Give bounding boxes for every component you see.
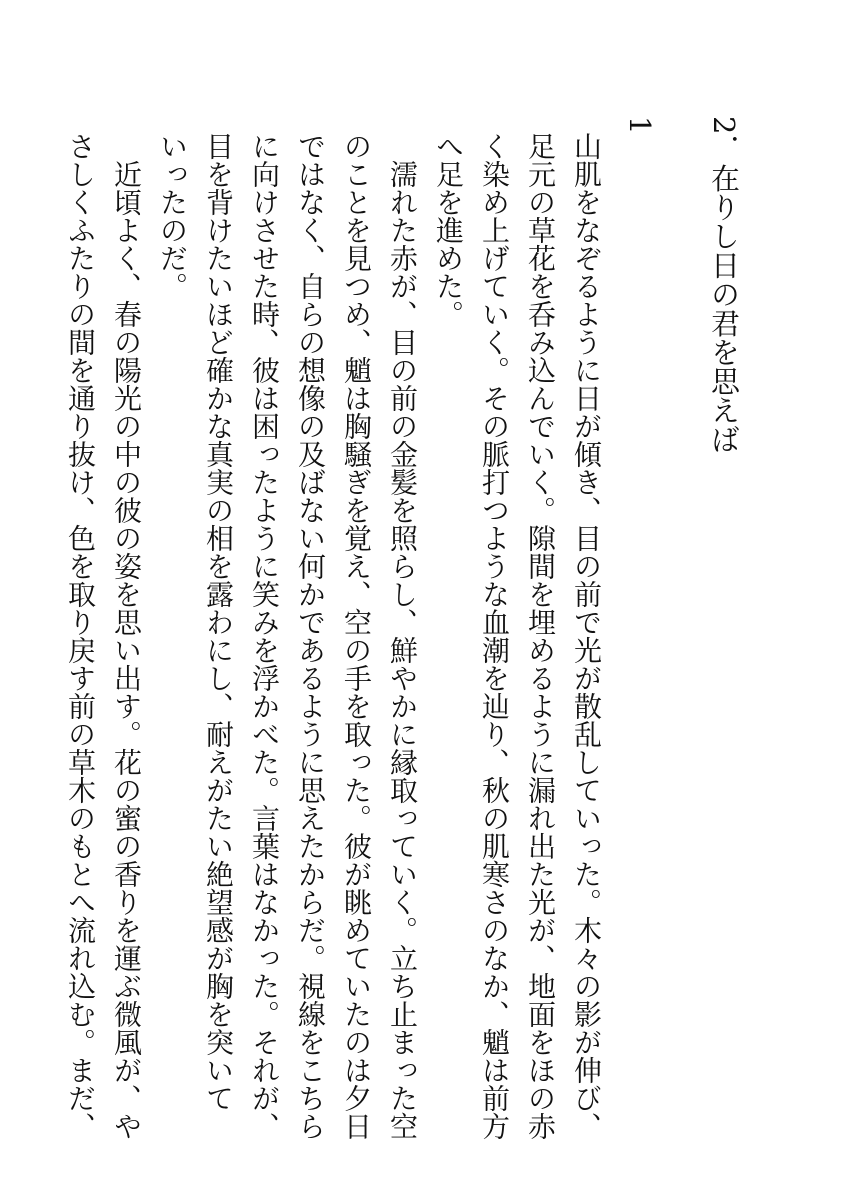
body-line-text: ではなく、自らの想像の及ばない何かであるように思えたからだ。視線をこちら — [294, 132, 327, 1140]
body-line-text: さしくふたりの間を通り抜け、色を取り戻す前の草木のもとへ流れ込む。まだ、 — [64, 132, 97, 1140]
body-line-text: 足元の草花を呑み込んでいく。隙間を埋めるように漏れ出た光が、地面をほの赤 — [524, 132, 557, 1140]
body-line-9 — [195, 132, 241, 1112]
body-line-3 — [471, 132, 517, 1140]
body-line-7 — [287, 132, 333, 1140]
body-line-2 — [517, 132, 563, 1140]
body-line-4 — [425, 132, 471, 328]
body-line-text: いったのだ。 — [156, 132, 189, 300]
body-line-text: へ足を進めた。 — [432, 132, 465, 328]
body-line-text: に向けさせた時、彼は困ったように笑みを浮かべた。言葉はなかった。それが、 — [248, 132, 281, 1140]
body-line-10 — [149, 132, 195, 300]
body-line-text: 濡れた赤が、目の前の金髪を照らし、鮮やかに縁取っていく。立ち止まった空 — [386, 132, 419, 1140]
body-line-11 — [103, 132, 149, 1140]
section-number — [617, 116, 663, 134]
body-line-text: のことを見つめ、魈は胸騒ぎを覚え、空の手を取った。彼が眺めていたのは夕日 — [340, 132, 373, 1140]
chapter-title — [701, 116, 747, 453]
body-line-12 — [57, 132, 103, 1140]
body-line-8 — [241, 132, 287, 1140]
body-line-text: 山肌をなぞるように日が傾き、目の前で光が散乱していった。木々の影が伸び、 — [570, 132, 603, 1140]
body-line-5 — [379, 132, 425, 1140]
body-line-text: く染め上げていく。その脈打つような血潮を辿り、秋の肌寒さのなか、魈は前方 — [478, 132, 511, 1140]
body-line-text: 目を背けたいほど確かな真実の相を露わにし、耐えがたい絶望感が胸を突いて — [202, 132, 235, 1112]
body-line-1 — [563, 132, 609, 1140]
section-number-text: 1 — [623, 116, 657, 135]
chapter-title-text: 2．在りし日の君を思えば — [707, 116, 741, 454]
body-line-text: 近頃よく、春の陽光の中の彼の姿を思い出す。花の蜜の香りを運ぶ微風が、や — [110, 132, 143, 1140]
body-line-6 — [333, 132, 379, 1140]
